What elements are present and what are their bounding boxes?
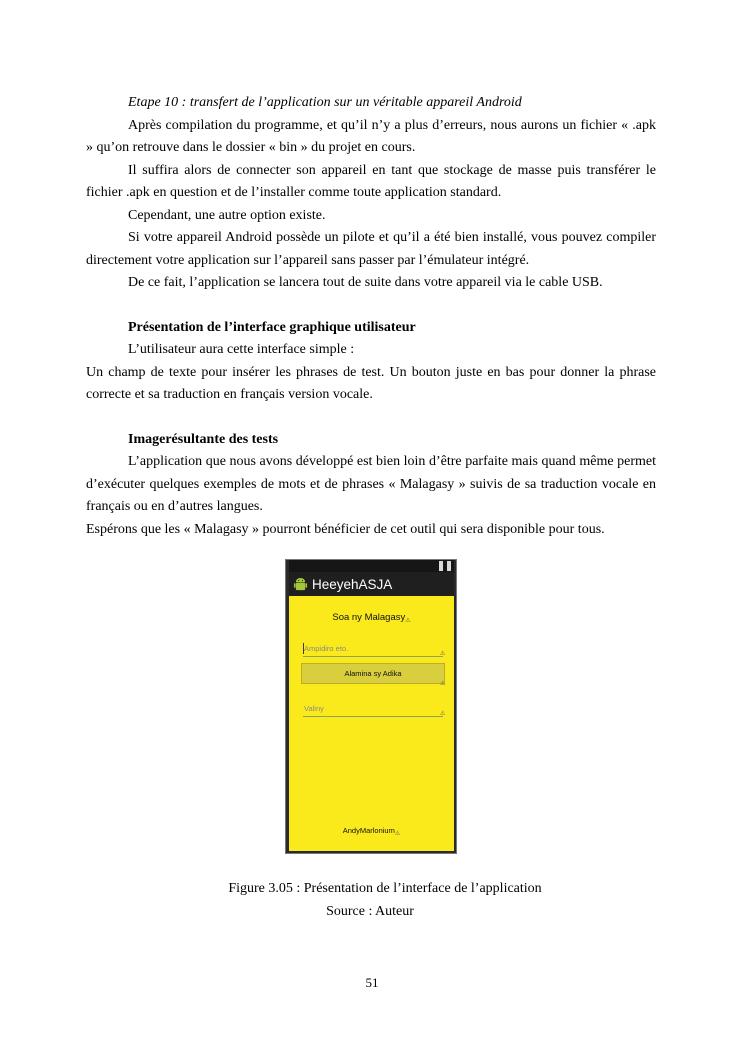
signal-icon [439, 561, 443, 571]
paragraph: Un champ de texte pour insérer les phrases de test. Un bouton juste en bas pour donner la phrase correcte et sa traduction en français version vocale. [86, 364, 656, 402]
result-placeholder: Valiny [304, 704, 324, 713]
warning-icon: ⚠ [405, 618, 411, 624]
paragraph: L’application que nous avons développé est bien loin d’être parfaite mais quand même permet d’exécuter quelques exemples de mots et de phrases « Malagasy » suivis de sa traduction vocale en français ou en d’autres langues. [86, 454, 656, 514]
body-text [86, 92, 656, 541]
app-screen [289, 596, 454, 851]
battery-icon [447, 561, 451, 571]
figure-caption: Figure 3.05 : Présentation de l’interface de l’application [228, 881, 542, 896]
paragraph: Cependant, une autre option existe. [128, 207, 326, 223]
android-logo-icon [293, 577, 308, 592]
input-placeholder: Ampidiro eto. [304, 644, 349, 653]
paragraph: De ce fait, l’application se lancera tout de suite dans votre appareil via le cable USB. [128, 275, 603, 290]
app-author: AndyMarlonium$_⚠$ [342, 826, 401, 837]
app-heading: Soa ny Malagasy$_⚠$ [332, 612, 411, 624]
app-title: HeeyehASJA [312, 576, 393, 592]
phrase-input[interactable] [303, 642, 446, 657]
page-number: 51 [365, 975, 379, 990]
figure-source: Source : Auteur [326, 904, 414, 919]
section-heading: Présentation de l’interface graphique utilisateur [128, 319, 416, 335]
paragraph: L’utilisateur aura cette interface simple : [128, 342, 355, 357]
action-bar [289, 572, 454, 596]
paragraph: Il suffira alors de connecter son appareil en tant que stockage de masse puis transférer le fichier .apk en question et de l’installer comme toute application standard. [86, 162, 656, 200]
paragraph: Après compilation du programme, et qu’il n’y a plus d’erreurs, nous aurons un fichier « .apk » qu’on retrouve dans le dossier « bin » du projet en cours. [86, 117, 656, 155]
step-heading: Etape 10 : transfert de l’application sur un véritable appareil Android [128, 95, 522, 110]
app-screenshot [286, 560, 456, 853]
warning-icon: ⚠ [440, 651, 446, 657]
translate-button[interactable]: Alamina sy Adika [301, 663, 445, 684]
status-bar [289, 560, 454, 572]
paragraph: Si votre appareil Android possède un pilote et qu’il a été bien installé, vous pouvez compiler directement votre application sur l’appareil sans passer par l’émulateur intégré. [86, 230, 656, 268]
warning-icon: ⚠ [440, 711, 446, 717]
section-heading: Imagerésultante des tests [128, 431, 279, 447]
warning-icon: ⚠ [440, 681, 446, 687]
result-field [303, 702, 446, 717]
warning-icon: ⚠ [394, 831, 401, 837]
paragraph: Espérons que les « Malagasy » pourront bénéficier de cet outil qui sera disponible pour tous. [86, 521, 605, 537]
